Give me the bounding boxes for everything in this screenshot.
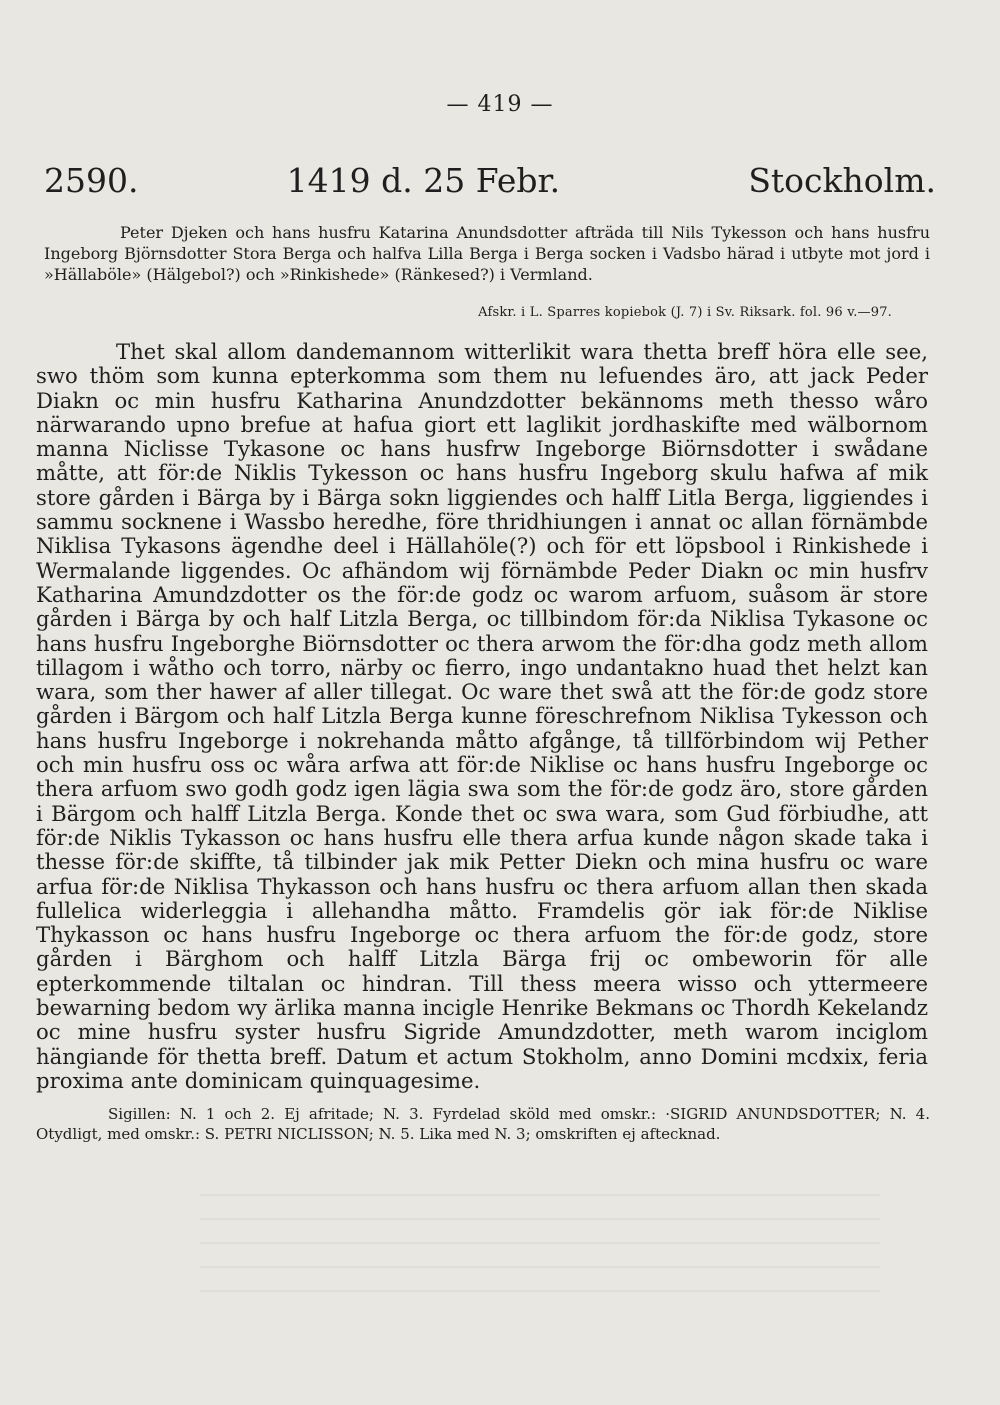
seals-note-block [36,1104,930,1144]
page-number: — 419 — [446,92,554,117]
bleed-through-shadow [200,1180,880,1300]
document-header [44,160,936,200]
seals-note: Sigillen: N. 1 och 2. Ej afritade; N. 3. Fyrdelad sköld med omskr.: ·SIGRID ANUNDSDOTTER; N. 4. Otydligt, med omskr.: S. PETRI NICLISSON; N. 5. Lika med N. 3; omskriften ej aftecknad. [36,1105,930,1143]
source-reference: Afskr. i L. Sparres kopiebok (J. 7) i Sv. Riksark. fol. 96 v.—97. [478,305,892,320]
charter-text: Thet skal allom dandemannom witterlikit wara thetta breff höra elle see, swo thöm som kunna epterkomma som them nu lefuendes äro, att jack Peder Diakn oc min husfru Katharina Anundzdotter bekännoms meth thesso wåro närwarando upno brefue at hafua giort ett laglikit jordhaskifte med wälbornom manna Niclisse Tykasone oc hans husfrw Ingeborge Biörnsdotter i swådane måtte, att för:de Niklis Tykesson oc hans husfru Ingeborg skulu hafwa af mik store gården i Bärga by i Bärga sokn liggiendes och halff Litla Berga, liggiendes i sammu socknene i Wassbo heredhe, före thridhiungen i annat oc allan förnämbde Niklisa Tykasons ägendhe deel i Hällahöle(?) och för ett löpsbool i Rinkishede i Wermalande liggendes. Oc afhändom wij förnämbde Peder Diakn oc min husfrv Katharina Amundzdotter os the för:de godz oc warom arfuom, suåsom är store gården i Bärga by och half Litzla Berga, oc tillbindom för:da Niklisa Tykasone oc hans husfru Ingeborghe Biörnsdotter oc thera arwom the för:dha godz meth allom tillagom i wåtho och torro, närby oc fierro, ingo undantakno huad thet helzt kan wara, som ther hawer af aller tillegat. Oc ware thet swå att the för:de godz store gården i Bärgom och half Litzla Berga kunne föreschrefnom Niklisa Tykesson och hans husfru Ingeborge i nokrehanda måtto afgånge, tå tillförbindom wij Pether och min husfru oss oc wåra arfwa att för:de Niklise oc hans husfru Ingeborge oc thera arfuom swo godh godz igen lägia swa som the för:de godz äro, store gården i Bärgom och halff Litzla Berga. Konde thet oc swa wara, som Gud förbiudhe, att för:de Niklis Tykasson oc hans husfru elle thera arfua kunde någon skade taka i thesse för:de skiffte, tå tilbinder jak mik Petter Diekn och mina husfru oc ware arfua för:de Niklisa Thykasson och hans husfru oc thera arfuom allan then skada fullelica widerleggia i allehandha måtto. Framdelis gör iak för:de Niklise Thykasson oc hans husfru Ingeborge oc thera arfuom the för:de godz, store gården i Bärghom och halff Litzla Bärga frij oc ombeworin för alle epterkommende tiltalan oc hindran. Till thess meera wisso och yttermeere bewarning bedom wy ärlika manna incigle Henrike Bekmans oc Thordh Kekelandz oc mine husfru syster husfru Sigride Amundzdotter, meth warom inciglom hängiande för thetta breff. Datum et actum Stokholm, anno Domini mcdxix, feria proxima ante dominicam quinquagesime. [36,339,928,1093]
document-date: 1419 d. 25 Febr. [286,161,561,200]
document-number: 2590. [44,161,139,200]
summary-block [44,222,930,285]
document-place: Stockholm. [748,161,936,200]
summary-text: Peter Djeken och hans husfru Katarina Anundsdotter afträda till Nils Tykesson och hans husfru Ingeborg Björnsdotter Stora Berga och halfva Lilla Berga i Berga socken i Vadsbo härad i utbyte mot jord i »Hällaböle» (Hälgebol?) och »Rinkishede» (Ränkesed?) i Vermland. [44,223,930,284]
charter-text-block [36,340,928,1093]
